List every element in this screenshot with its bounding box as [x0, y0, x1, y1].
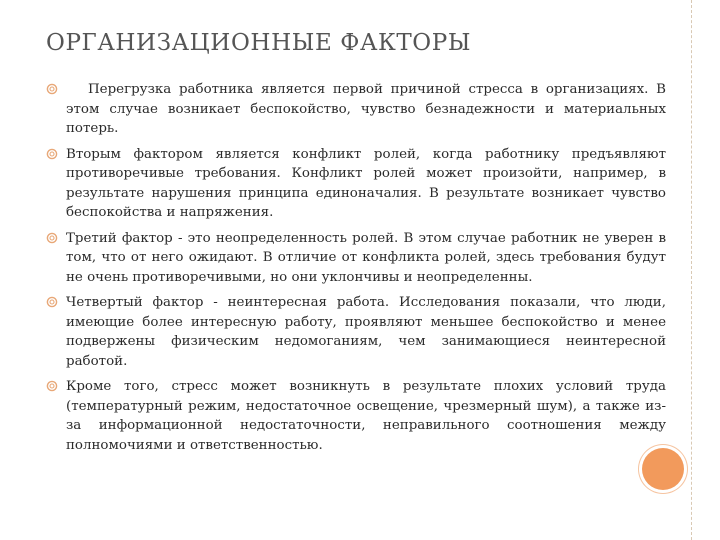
bullet-text-2: Вторым фактором является конфликт ролей, когда работнику предъявляют противоречивые требования. Конфликт ролей может произойти, например, в результате нарушения принципа единоначалия. В результате возникает чувство беспокойства и напряжения. [66, 146, 666, 220]
bullet-circle-icon [46, 380, 58, 392]
bullet-item-2 [46, 145, 666, 223]
decorative-dashed-line [691, 0, 692, 540]
bullet-text-1: Перегрузка работника является первой причиной стресса в организациях. В этом случае возникает беспокойство, чувство безнадежности и материальных потерь. [66, 82, 666, 136]
bullet-item-5 [46, 377, 666, 455]
bullet-item-3 [46, 229, 666, 288]
bullet-circle-icon [46, 148, 58, 160]
bullet-list [46, 80, 666, 461]
bullet-circle-icon [46, 296, 58, 308]
bullet-text-3: Третий фактор - это неопределенность ролей. В этом случае работник не уверен в том, что от него ожидают. В отличие от конфликта ролей, здесь требования будут не очень противоречивыми, но они уклончивы и неопределенны. [66, 230, 666, 285]
bullet-item-4 [46, 293, 666, 371]
bullet-item-1 [46, 80, 666, 139]
bullet-text-4: Четвертый фактор - неинтересная работа. Исследования показали, что люди, имеющие более интересную работу, проявляют меньшее беспокойство и менее подвержены физическим недомоганиям, чем занимающиеся неинтересной работой. [66, 295, 666, 369]
bullet-circle-icon [46, 232, 58, 244]
bullet-text-5: Кроме того, стресс может возникнуть в результате плохих условий труда (температурный режим, недостаточное освещение, чрезмерный шум), а также из-за информационной недостаточности, неправильного соотношения между полномочиями и ответственностью. [66, 379, 666, 453]
slide-title: ОРГАНИЗАЦИОННЫЕ ФАКТОРЫ [46, 30, 472, 56]
bullet-circle-icon [46, 83, 58, 95]
